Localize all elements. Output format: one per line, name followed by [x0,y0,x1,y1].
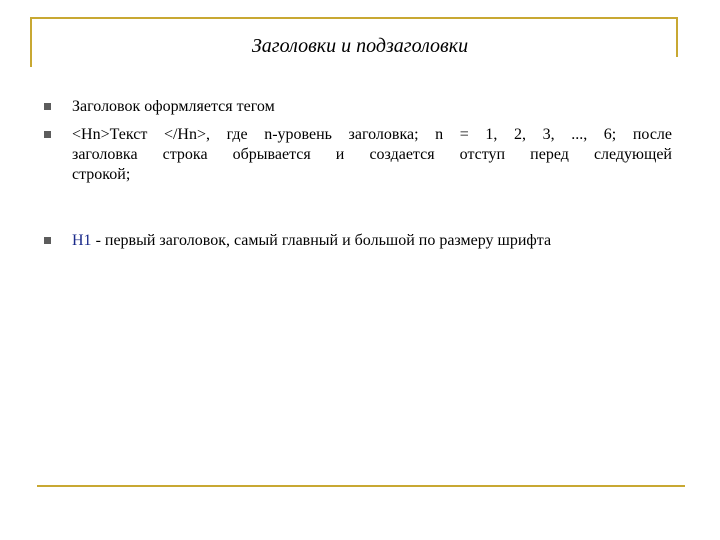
bullet-text: Заголовок оформляется тегом [72,98,275,115]
bullet-text-line: заголовка строка обрывается и создается отступ перед следующей [72,146,672,163]
bullet-item-3 [72,231,672,251]
frame-top-line [30,17,678,19]
square-bullet-icon [44,237,51,244]
frame-bottom-line [37,485,685,487]
square-bullet-icon [44,131,51,138]
bullet-text-line: <Hn>Текст </Hn>, где n-уровень заголовка; n = 1, 2, 3, ..., 6; после [72,126,672,143]
tag-name: H1 [72,232,92,249]
square-bullet-icon [44,103,51,110]
bullet-item-2 [72,125,672,185]
slide-title: Заголовки и подзаголовки [251,35,469,57]
tag-description: - первый заголовок, самый главный и большой по размеру шрифта [91,232,552,249]
bullet-text-line: строкой; [72,166,131,183]
bullet-item-1 [72,97,672,117]
bullet-text [72,231,672,251]
